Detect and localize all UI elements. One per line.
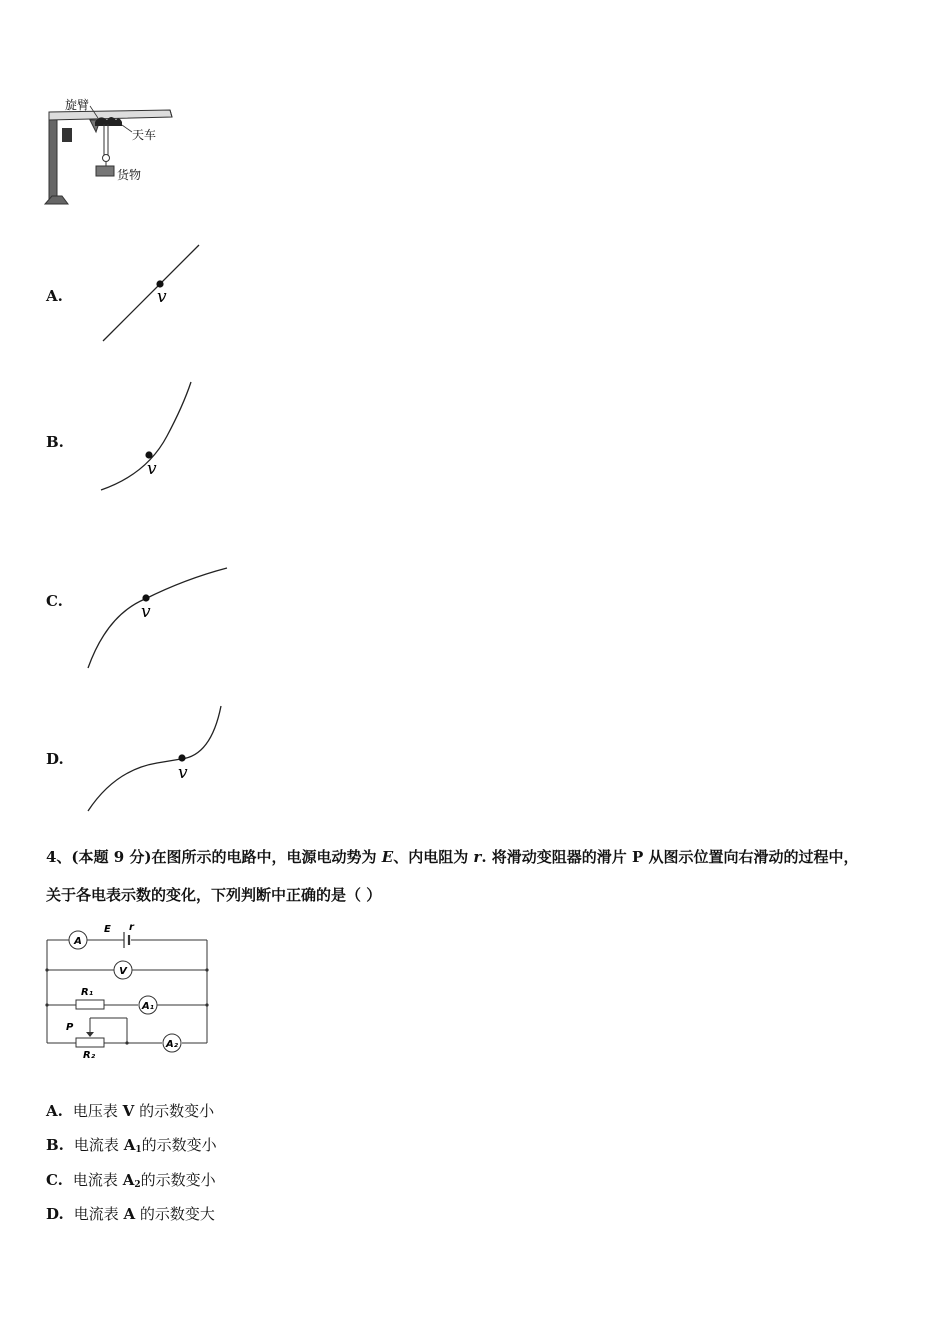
answer-b-sub: 1 <box>135 1145 142 1155</box>
crane-figure <box>40 92 200 212</box>
answer-a-sym: V <box>122 1102 135 1120</box>
ammeter-a2-label: A₂ <box>165 1039 179 1050</box>
slider-p-label: P <box>66 1022 74 1033</box>
r1-label: R₁ <box>81 987 94 998</box>
option-b-key[interactable]: B. <box>46 433 64 451</box>
answer-a-post: 的示数变小 <box>134 1102 215 1120</box>
cargo-label: 货物 <box>117 168 142 182</box>
answer-b-key: B. <box>46 1136 64 1154</box>
option-a-key[interactable]: A. <box>46 287 63 305</box>
option-b-point <box>145 451 152 458</box>
answer-b-post: 的示数变小 <box>141 1136 217 1154</box>
question-4-text-c: . 将滑动变阻器的滑片 P 从图示位置向右滑动的过程中， <box>481 848 859 866</box>
internal-r-label: r <box>129 922 134 933</box>
answer-c[interactable] <box>46 1169 216 1190</box>
answer-c-pre: 电流表 <box>72 1171 123 1189</box>
option-c-point <box>142 594 149 601</box>
voltmeter-label: V <box>119 966 127 977</box>
option-a-point-label: v <box>157 287 167 307</box>
option-d-graph <box>85 702 230 814</box>
arm-label: 旋臂 <box>65 98 90 112</box>
question-4-text-b: 、内电阻为 <box>393 848 474 866</box>
ammeter-a-label: A <box>74 936 82 947</box>
trolley-label: 天车 <box>132 128 157 142</box>
question-4-var-e: E <box>381 848 394 866</box>
question-4-line-2: 关于各电表示数的变化，下列判断中正确的是（ ） <box>46 886 382 904</box>
answer-c-sym: A <box>122 1171 135 1189</box>
option-d-point-label: v <box>178 763 188 783</box>
answer-d-post: 的示数变大 <box>135 1205 215 1223</box>
option-c-key[interactable]: C. <box>46 592 63 610</box>
answer-a-key: A. <box>46 1102 63 1120</box>
option-c-graph <box>85 563 230 671</box>
answer-c-post: 的示数变小 <box>140 1171 216 1189</box>
answer-d[interactable] <box>46 1203 215 1224</box>
crane-drawing <box>40 92 200 212</box>
question-4-text-a: 4、(本题 9 分)在图所示的电路中，电源电动势为 <box>46 848 382 866</box>
option-a-graph <box>95 240 215 345</box>
answer-b-pre: 电流表 <box>73 1136 124 1154</box>
answer-c-key: C. <box>46 1171 63 1189</box>
answer-d-key: D. <box>46 1205 64 1223</box>
option-c-point-label: v <box>141 602 151 622</box>
option-b-point-label: v <box>147 459 157 479</box>
answer-a[interactable] <box>46 1100 214 1121</box>
answer-c-sub: 2 <box>134 1180 141 1190</box>
answer-b-sym: A <box>123 1136 136 1154</box>
ammeter-a1-label: A₁ <box>141 1001 155 1012</box>
option-b-graph <box>95 378 205 493</box>
circuit-diagram <box>40 918 215 1063</box>
option-d-key[interactable]: D. <box>46 750 64 768</box>
r2-label: R₂ <box>83 1050 96 1061</box>
answer-b[interactable] <box>46 1134 217 1155</box>
question-4-line-1 <box>46 846 859 867</box>
answer-d-pre: 电流表 <box>73 1205 124 1223</box>
answer-d-sym: A <box>123 1205 136 1223</box>
answer-a-pre: 电压表 <box>72 1102 123 1120</box>
question-4-var-r: r <box>473 848 482 866</box>
option-d-point <box>178 754 185 761</box>
emf-label: E <box>104 924 111 935</box>
